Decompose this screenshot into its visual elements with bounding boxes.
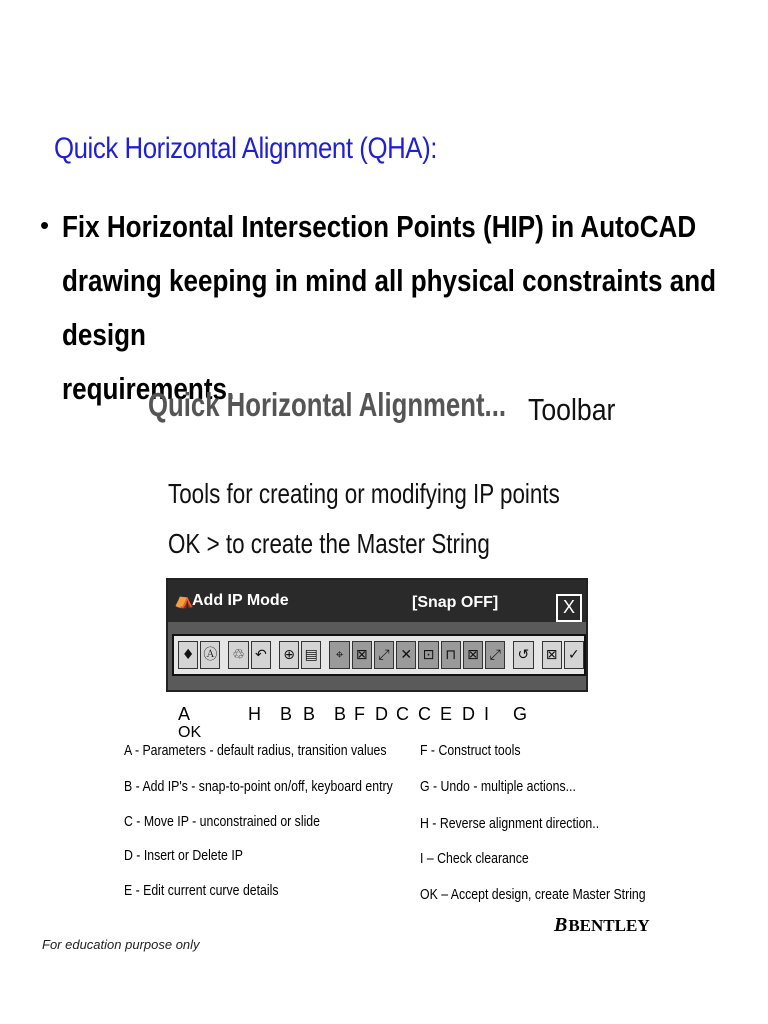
undo-small-button[interactable]: ↶ — [251, 641, 271, 669]
bentley-wordmark: BENTLEY — [568, 916, 650, 935]
bentley-mark: B — [554, 914, 568, 936]
ok-label: OK — [178, 724, 202, 741]
cancel-button[interactable]: ⊠ — [542, 641, 562, 669]
legend-item: F - Construct tools — [420, 742, 521, 759]
add-ip-mode-toolbar — [166, 578, 588, 692]
toolbar-title: Add IP Mode — [192, 592, 289, 609]
snap-button[interactable]: ⊕ — [279, 641, 299, 669]
legend-item: H - Reverse alignment direction.. — [420, 815, 600, 832]
legend-item: A - Parameters - default radius, transition values — [124, 742, 387, 759]
close-icon[interactable]: X — [556, 594, 582, 622]
app-icon: ⛺ — [174, 592, 194, 609]
scan-line-ok: OK > to create the Master String — [168, 528, 490, 559]
scan-line-tools: Tools for creating or modifying IP points — [168, 478, 560, 509]
bentley-logo — [554, 914, 650, 937]
snap-status: [Snap OFF] — [412, 594, 499, 611]
move-ip-button[interactable]: ⤢ — [374, 641, 394, 669]
legend-item: B - Add IP's - snap-to-point on/off, keyboard entry — [124, 778, 393, 795]
parameters-button[interactable]: ♦ — [178, 641, 198, 669]
check-clearance-button[interactable]: ⊠ — [463, 641, 483, 669]
bullet-line: drawing keeping in mind all physical constraints and design — [62, 263, 717, 352]
insert-delete-button[interactable]: ⊠ — [352, 641, 372, 669]
scan-heading-suffix: Toolbar — [528, 392, 616, 427]
bullet-marker: • — [40, 210, 50, 240]
letter-label: G — [513, 704, 528, 724]
letter-label: H — [248, 704, 261, 724]
toolbar-buttons — [172, 634, 586, 676]
bullet-text — [62, 200, 726, 416]
letter-label: B — [280, 704, 293, 724]
legend-item: G - Undo - multiple actions... — [420, 778, 576, 795]
reverse-direction-button[interactable]: ♲ — [228, 641, 248, 669]
add-ip-button[interactable]: Ⓐ — [200, 641, 220, 669]
undo-button[interactable]: ↺ — [513, 641, 533, 669]
construct-tools-button[interactable]: ⌖ — [329, 641, 349, 669]
keyboard-entry-button[interactable]: ▤ — [301, 641, 321, 669]
measure-button[interactable]: ⤢ — [485, 641, 505, 669]
letter-label: F — [354, 704, 365, 724]
legend-item: OK – Accept design, create Master String — [420, 886, 646, 903]
legend-item: D - Insert or Delete IP — [124, 847, 243, 864]
edit-curve-button[interactable]: ⊡ — [418, 641, 438, 669]
bullet-line: requirements. — [62, 371, 235, 406]
legend-item: I – Check clearance — [420, 850, 529, 867]
letter-label: E — [440, 704, 453, 724]
legend-item: C - Move IP - unconstrained or slide — [124, 813, 320, 830]
letter-label: C — [418, 704, 431, 724]
letter-label: D — [462, 704, 475, 724]
letter-label: A — [178, 704, 191, 724]
ok-button[interactable]: ✓ — [564, 641, 584, 669]
delete-ip-button[interactable]: ⊓ — [441, 641, 461, 669]
letter-label: B — [303, 704, 316, 724]
slide-title: Quick Horizontal Alignment (QHA): — [54, 132, 437, 165]
scan-heading: Quick Horizontal Alignment... — [148, 386, 507, 423]
legend-item: E - Edit current curve details — [124, 882, 279, 899]
letter-label: D — [375, 704, 388, 724]
letter-label: I — [484, 704, 490, 724]
footer-note: For education purpose only — [42, 937, 200, 952]
slide-ip-button[interactable]: ✕ — [396, 641, 416, 669]
letter-label: B — [334, 704, 347, 724]
bullet-line: Fix Horizontal Intersection Points (HIP) in AutoCAD — [62, 209, 697, 244]
toolbar-titlebar — [168, 580, 586, 622]
letter-label: C — [396, 704, 409, 724]
legend-box — [118, 700, 646, 932]
